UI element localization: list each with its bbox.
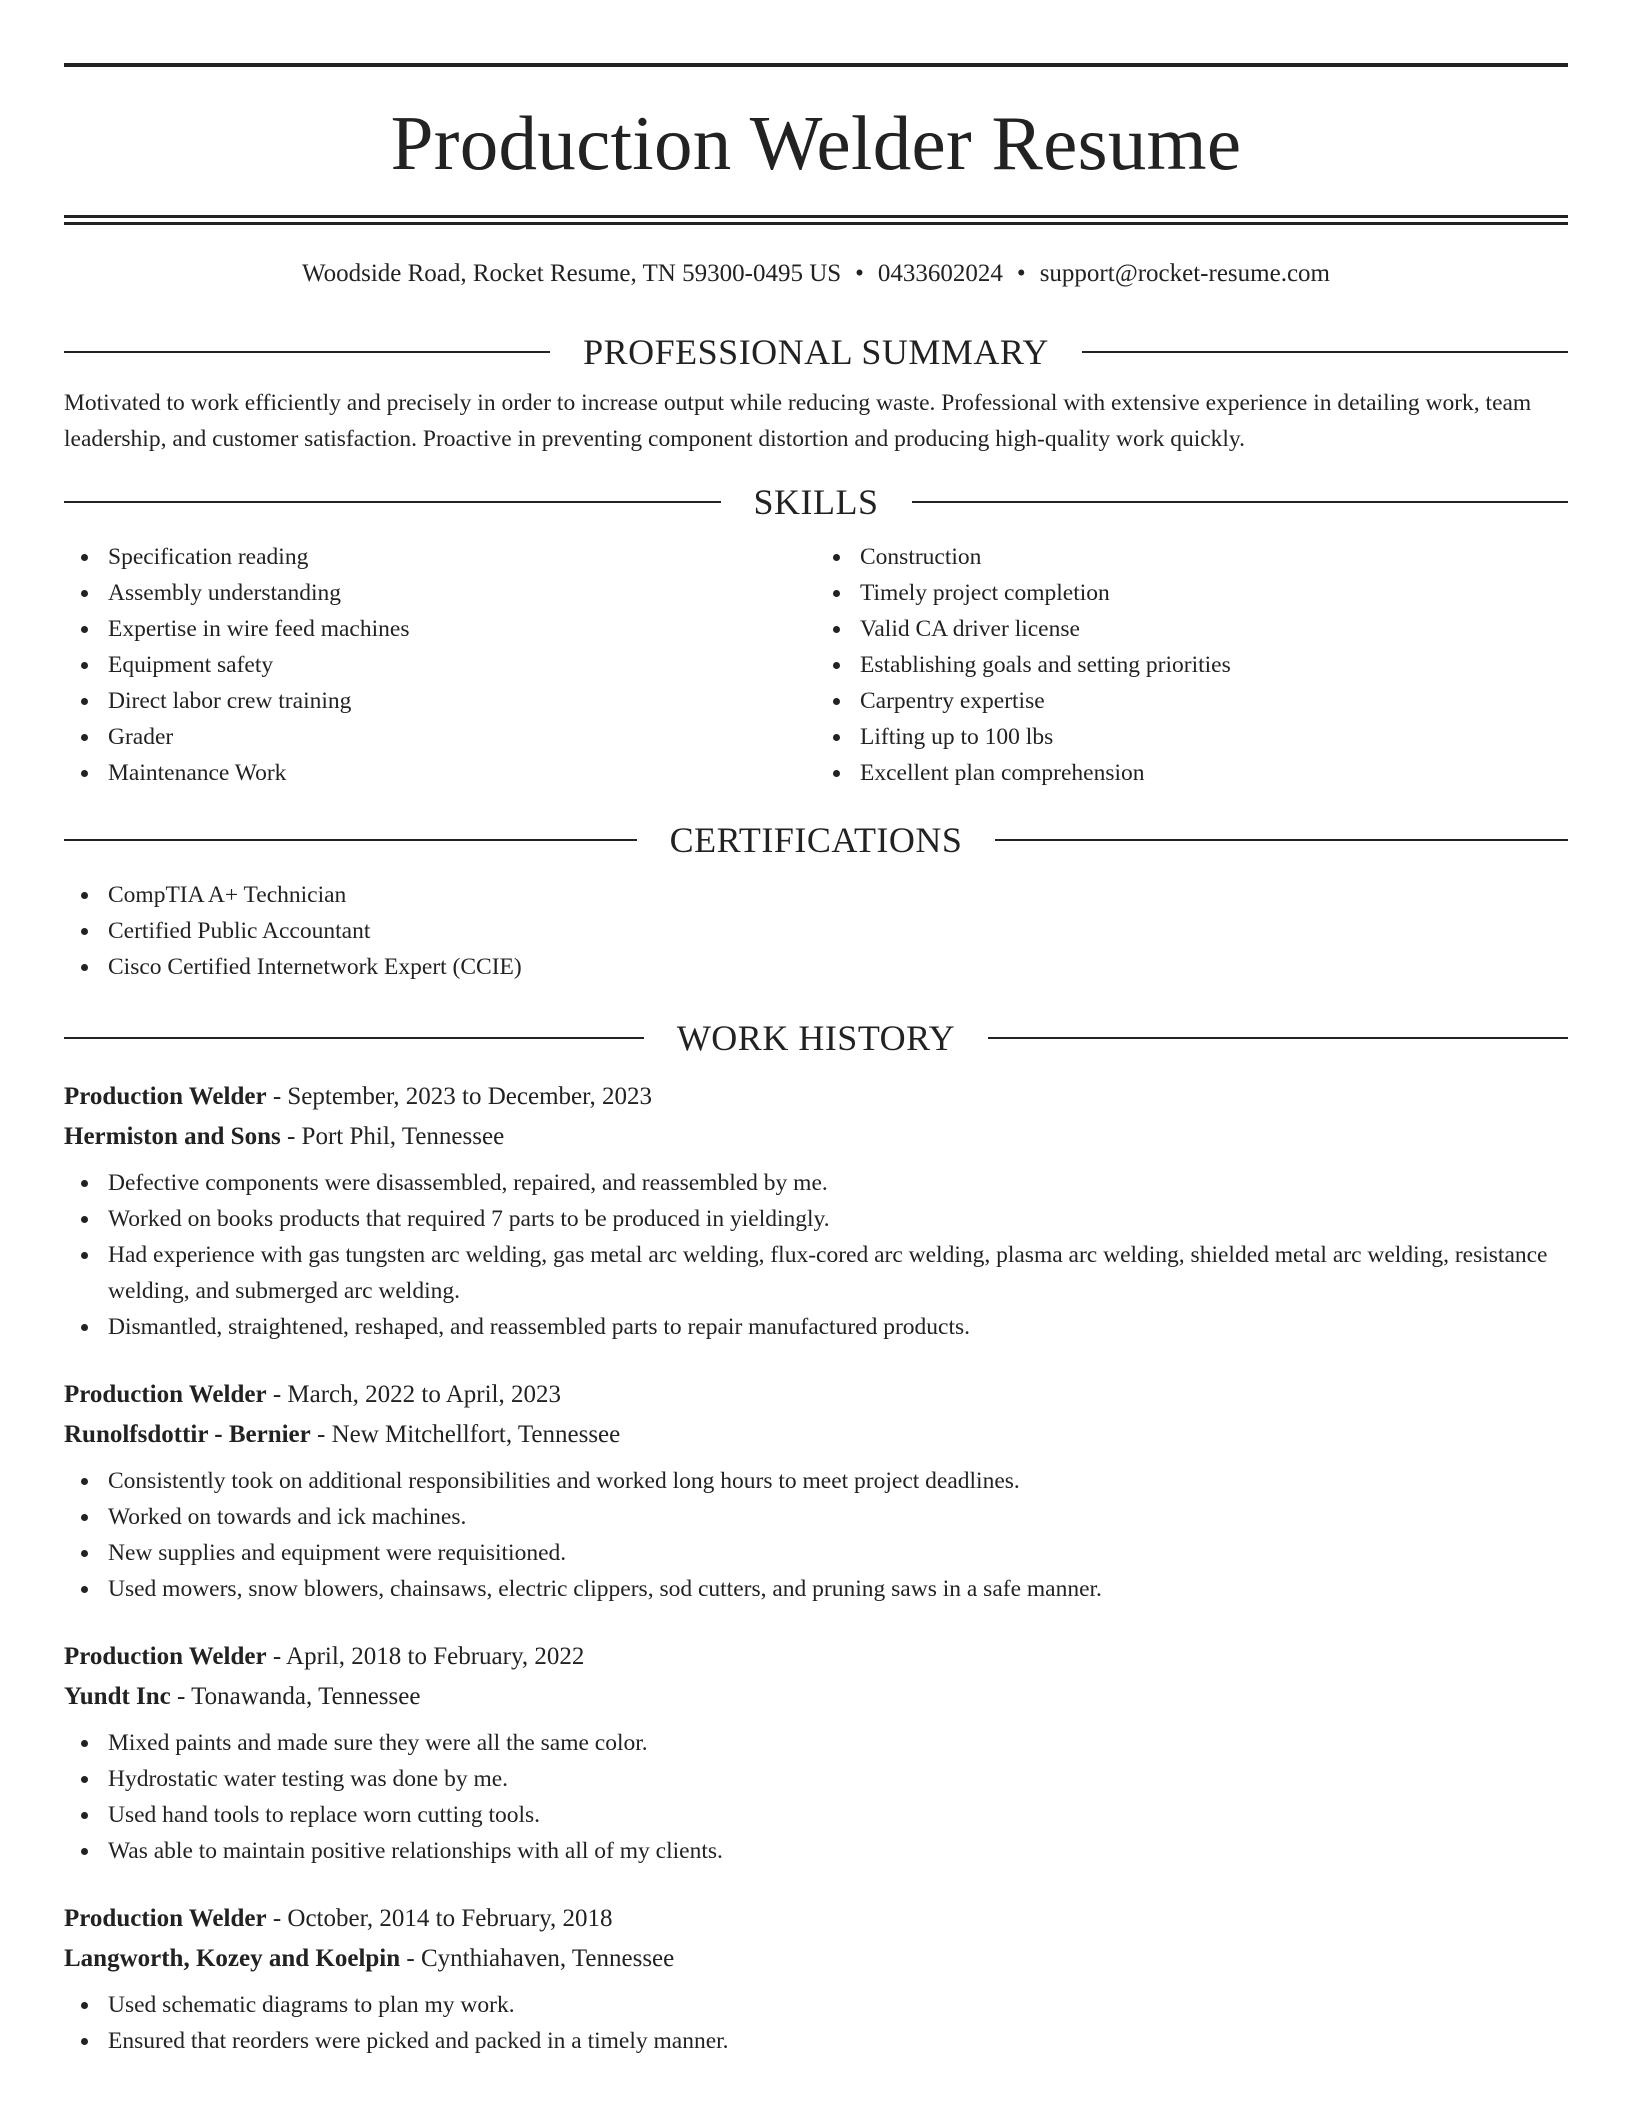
job-company: Hermiston and Sons bbox=[64, 1122, 281, 1150]
job-company: Langworth, Kozey and Koelpin bbox=[64, 1944, 401, 1972]
section-rule bbox=[64, 351, 550, 353]
job-entry bbox=[64, 1375, 1568, 1607]
section-rule bbox=[988, 1037, 1568, 1039]
job-title: Production Welder bbox=[64, 1642, 267, 1670]
skills-column-right bbox=[816, 539, 1568, 791]
job-title: Production Welder bbox=[64, 1380, 267, 1408]
job-dates: - March, 2022 to April, 2023 bbox=[266, 1380, 561, 1408]
section-header-skills bbox=[64, 481, 1568, 523]
job-bullet: Dismantled, straightened, reshaped, and reassembled parts to repair manufactured products. bbox=[64, 1309, 1568, 1345]
job-bullets bbox=[64, 1463, 1568, 1607]
job-bullet: Consistently took on additional responsibilities and worked long hours to meet project deadlines. bbox=[64, 1463, 1568, 1499]
job-location: - Tonawanda, Tennessee bbox=[170, 1682, 421, 1710]
job-dates: - September, 2023 to December, 2023 bbox=[266, 1082, 652, 1110]
contact-info bbox=[64, 259, 1568, 289]
skill-item: Lifting up to 100 lbs bbox=[816, 719, 1568, 755]
skill-item: Timely project completion bbox=[816, 575, 1568, 611]
job-entry bbox=[64, 1899, 1568, 2059]
certification-item: CompTIA A+ Technician bbox=[64, 877, 1568, 913]
section-header-summary bbox=[64, 331, 1568, 373]
job-bullet: Used hand tools to replace worn cutting tools. bbox=[64, 1797, 1568, 1833]
summary-text: Motivated to work efficiently and precisely in order to increase output while reducing waste. Professional with extensive experience in detailing work, team leadership, and customer satisfaction. Proactive in preventing component distortion and producing high-quality work quickly. bbox=[64, 390, 1532, 452]
job-bullets bbox=[64, 1165, 1568, 1345]
contact-separator: • bbox=[855, 260, 864, 287]
skills-column-left bbox=[64, 539, 816, 791]
section-rule bbox=[64, 1037, 644, 1039]
job-bullet: Mixed paints and made sure they were all the same color. bbox=[64, 1725, 1568, 1761]
job-bullet: Used mowers, snow blowers, chainsaws, electric clippers, sod cutters, and pruning saws in a safe manner. bbox=[64, 1571, 1568, 1607]
job-bullet: New supplies and equipment were requisitioned. bbox=[64, 1535, 1568, 1571]
job-location: - Cynthiahaven, Tennessee bbox=[400, 1944, 675, 1972]
skill-item: Carpentry expertise bbox=[816, 683, 1568, 719]
job-title-line bbox=[64, 1375, 1568, 1415]
contact-phone: 0433602024 bbox=[877, 260, 1003, 287]
job-dates: - April, 2018 to February, 2022 bbox=[266, 1642, 585, 1670]
job-company-line bbox=[64, 1677, 1568, 1717]
job-company-line bbox=[64, 1415, 1568, 1455]
job-location: - Port Phil, Tennessee bbox=[280, 1122, 505, 1150]
job-title: Production Welder bbox=[64, 1082, 267, 1110]
section-rule bbox=[1082, 351, 1568, 353]
section-header-work-history bbox=[64, 1017, 1568, 1059]
skill-item: Specification reading bbox=[64, 539, 816, 575]
section-rule bbox=[64, 501, 721, 503]
certification-item: Certified Public Accountant bbox=[64, 913, 1568, 949]
contact-address: Woodside Road, Rocket Resume, TN 59300-0495 US bbox=[302, 260, 842, 287]
job-bullet: Ensured that reorders were picked and packed in a timely manner. bbox=[64, 2023, 1568, 2059]
job-bullet: Worked on books products that required 7 parts to be produced in yieldingly. bbox=[64, 1201, 1568, 1237]
top-rule bbox=[64, 63, 1568, 67]
contact-separator: • bbox=[1016, 260, 1026, 287]
skill-item: Expertise in wire feed machines bbox=[64, 611, 816, 647]
job-bullets bbox=[64, 1987, 1568, 2059]
skill-item: Valid CA driver license bbox=[816, 611, 1568, 647]
section-rule bbox=[912, 501, 1569, 503]
skill-item: Construction bbox=[816, 539, 1568, 575]
skill-item: Maintenance Work bbox=[64, 755, 816, 791]
section-title: SKILLS bbox=[753, 481, 879, 522]
resume-title: Production Welder Resume bbox=[390, 100, 1242, 186]
job-dates: - October, 2014 to February, 2018 bbox=[266, 1904, 613, 1932]
section-header-certifications bbox=[64, 819, 1568, 861]
skill-item: Grader bbox=[64, 719, 816, 755]
section-title: CERTIFICATIONS bbox=[669, 819, 963, 860]
job-bullet: Was able to maintain positive relationships with all of my clients. bbox=[64, 1833, 1568, 1869]
job-bullet: Used schematic diagrams to plan my work. bbox=[64, 1987, 1568, 2023]
job-title-line bbox=[64, 1637, 1568, 1677]
section-rule bbox=[64, 839, 637, 841]
job-title: Production Welder bbox=[64, 1904, 267, 1932]
job-entry bbox=[64, 1637, 1568, 1869]
section-title: PROFESSIONAL SUMMARY bbox=[583, 332, 1049, 372]
skill-item: Establishing goals and setting priorities bbox=[816, 647, 1568, 683]
job-title-line bbox=[64, 1899, 1568, 1939]
contact-email: support@rocket-resume.com bbox=[1039, 260, 1330, 287]
job-company: Runolfsdottir - Bernier bbox=[64, 1420, 311, 1448]
job-company-line bbox=[64, 1117, 1568, 1157]
job-company: Yundt Inc bbox=[64, 1682, 171, 1710]
job-bullet: Had experience with gas tungsten arc welding, gas metal arc welding, flux-cored arc welding, plasma arc welding, shielded metal arc welding, resistance welding, and submerged arc welding. bbox=[64, 1237, 1568, 1309]
certifications-list bbox=[64, 877, 1568, 985]
certification-item: Cisco Certified Internetwork Expert (CCIE) bbox=[64, 949, 1568, 985]
skill-item: Direct labor crew training bbox=[64, 683, 816, 719]
skill-item: Assembly understanding bbox=[64, 575, 816, 611]
job-location: - New Mitchellfort, Tennessee bbox=[310, 1420, 621, 1448]
section-title: WORK HISTORY bbox=[676, 1017, 956, 1058]
job-bullet: Defective components were disassembled, repaired, and reassembled by me. bbox=[64, 1165, 1568, 1201]
skill-item: Excellent plan comprehension bbox=[816, 755, 1568, 791]
skills-list bbox=[64, 539, 1568, 791]
skill-item: Equipment safety bbox=[64, 647, 816, 683]
job-company-line bbox=[64, 1939, 1568, 1979]
job-title-line bbox=[64, 1077, 1568, 1117]
title-double-rule bbox=[64, 215, 1568, 225]
job-bullet: Hydrostatic water testing was done by me. bbox=[64, 1761, 1568, 1797]
section-rule bbox=[995, 839, 1568, 841]
job-bullets bbox=[64, 1725, 1568, 1869]
job-entry bbox=[64, 1077, 1568, 1345]
job-bullet: Worked on towards and ick machines. bbox=[64, 1499, 1568, 1535]
